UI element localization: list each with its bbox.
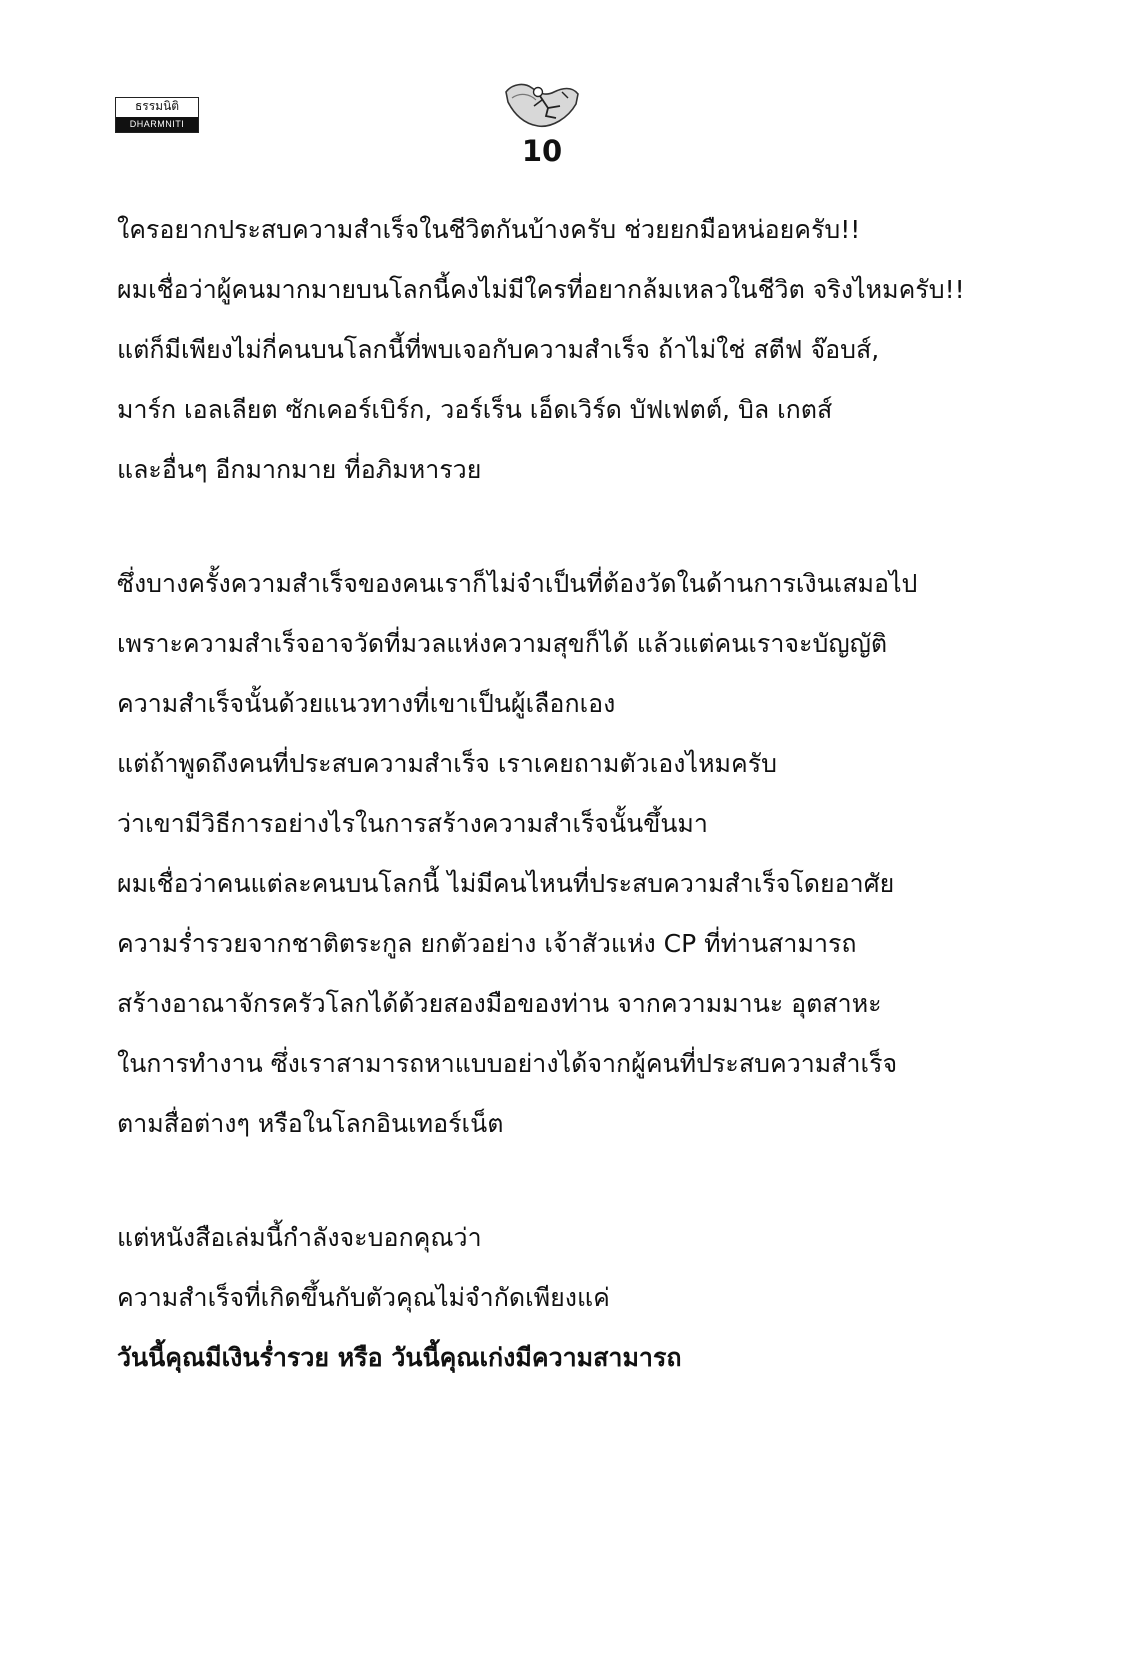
text-line: ว่าเขามีวิธีการอย่างไรในการสร้างความสำเร็จนั้นขึ้นมา — [117, 809, 708, 838]
publisher-logo — [115, 97, 199, 133]
text-line: แต่ถ้าพูดถึงคนที่ประสบความสำเร็จ เราเคยถามตัวเองไหมครับ — [117, 749, 778, 778]
text-line: ในการทำงาน ซึ่งเราสามารถหาแบบอย่างได้จากผู้คนที่ประสบความสำเร็จ — [117, 1049, 898, 1078]
text-line: มาร์ก เอลเลียต ซักเคอร์เบิร์ก, วอร์เร็น เอ็ดเวิร์ด บัฟเฟตต์, บิล เกตส์ — [117, 395, 833, 424]
text-line: แต่ก็มีเพียงไม่กี่คนบนโลกนี้ที่พบเจอกับความสำเร็จ ถ้าไม่ใช่ สตีฟ จ๊อบส์, — [117, 335, 880, 364]
text-line: ซึ่งบางครั้งความสำเร็จของคนเราก็ไม่จำเป็นที่ต้องวัดในด้านการเงินเสมอไป — [117, 569, 918, 598]
body-text — [117, 200, 1077, 1388]
text-line: ผมเชื่อว่าผู้คนมากมายบนโลกนี้คงไม่มีใครที่อยากล้มเหลวในชีวิต จริงไหมครับ!! — [117, 275, 965, 304]
text-line: แต่หนังสือเล่มนี้กำลังจะบอกคุณว่า — [117, 1223, 482, 1252]
paragraph-spacer — [117, 1154, 1077, 1208]
reclining-figure-icon — [502, 78, 582, 134]
text-line: ความร่ำรวยจากชาติตระกูล ยกตัวอย่าง เจ้าสัวแห่ง CP ที่ท่านสามารถ — [117, 929, 857, 958]
text-line: และอื่นๆ อีกมากมาย ที่อภิมหารวย — [117, 455, 482, 484]
text-line: ความสำเร็จนั้นด้วยแนวทางที่เขาเป็นผู้เลือกเอง — [117, 689, 616, 718]
text-line: ความสำเร็จที่เกิดขึ้นกับตัวคุณไม่จำกัดเพียงแค่ — [117, 1283, 610, 1312]
text-line: ใครอยากประสบความสำเร็จในชีวิตกันบ้างครับ ช่วยยกมือหน่อยครับ!! — [117, 215, 861, 244]
paragraph-1 — [117, 200, 1077, 500]
emphasis-line: วันนี้คุณมีเงินร่ำรวย หรือ วันนี้คุณเก่งมีความสามารถ — [117, 1343, 682, 1372]
text-line: ตามสื่อต่างๆ หรือในโลกอินเทอร์เน็ต — [117, 1109, 504, 1138]
text-line: เพราะความสำเร็จอาจวัดที่มวลแห่งความสุขก็ได้ แล้วแต่คนเราจะบัญญัติ — [117, 629, 888, 658]
paragraph-spacer — [117, 500, 1077, 554]
text-line: ผมเชื่อว่าคนแต่ละคนบนโลกนี้ ไม่มีคนไหนที่ประสบความสำเร็จโดยอาศัย — [117, 869, 895, 898]
paragraph-4-emphasis — [117, 1328, 1077, 1388]
page-number: 10 — [521, 134, 563, 168]
publisher-name-latin: DHARMNITI — [116, 117, 198, 132]
text-line: สร้างอาณาจักรครัวโลกได้ด้วยสองมือของท่าน จากความมานะ อุตสาหะ — [117, 989, 882, 1018]
publisher-name-thai: ธรรมนิติ — [134, 99, 180, 113]
paragraph-2 — [117, 554, 1077, 1154]
paragraph-3 — [117, 1208, 1077, 1328]
